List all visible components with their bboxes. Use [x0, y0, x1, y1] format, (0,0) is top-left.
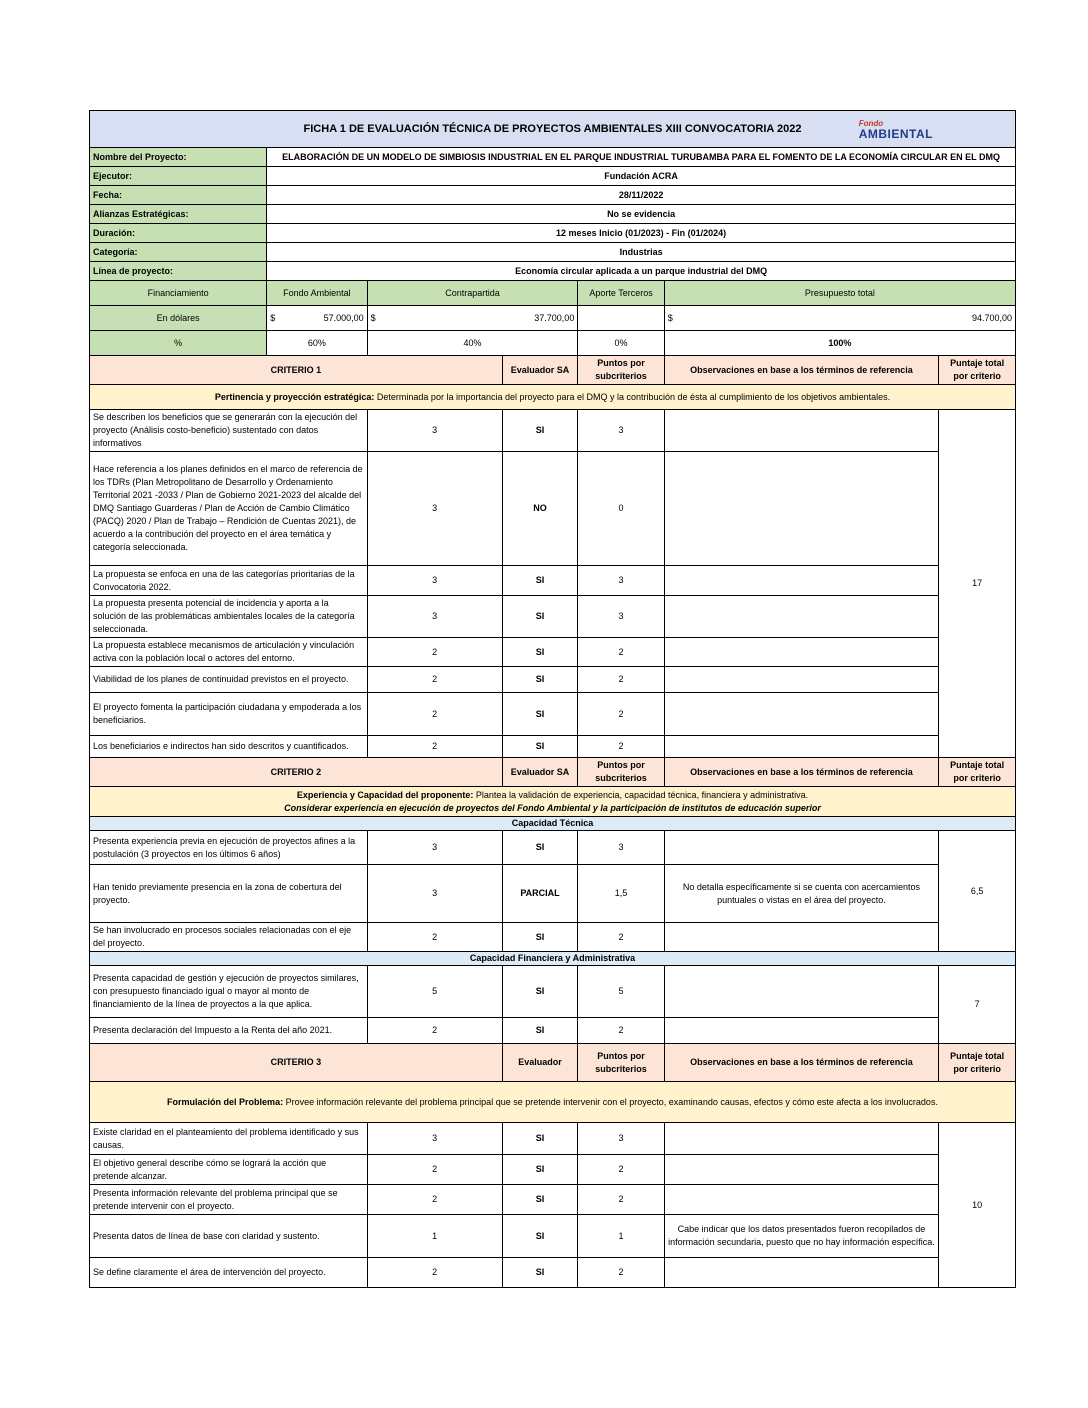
puntos-header: Puntos por subcriterios: [578, 356, 664, 385]
evaluation-result: SI: [502, 596, 578, 638]
capacidad-tecnica-header: [90, 817, 1016, 831]
financing-dollars-row: [90, 306, 1016, 331]
criteria-text: Presenta información relevante del problema principal que se pretende intervenir con el proyecto.: [90, 1185, 368, 1215]
max-points: 3: [367, 596, 502, 638]
criterio-title: CRITERIO 1: [90, 356, 503, 385]
fin-header: Financiamiento: [90, 281, 267, 306]
info-row: [90, 224, 1016, 243]
max-points: 3: [367, 1123, 502, 1155]
criteria-row: [90, 1258, 1016, 1288]
observaciones-header: Observaciones en base a los términos de referencia: [664, 758, 938, 787]
max-points: 2: [367, 736, 502, 758]
criterio-desc-cell: [90, 385, 1016, 410]
info-value: 28/11/2022: [267, 186, 1016, 205]
max-points: 3: [367, 410, 502, 452]
criteria-row: [90, 1185, 1016, 1215]
points-awarded: 2: [578, 1258, 664, 1288]
points-awarded: 3: [578, 596, 664, 638]
evaluador-header: Evaluador SA: [502, 758, 578, 787]
fin-pct-fondo: 60%: [267, 331, 367, 356]
fin-header: Presupuesto total: [664, 281, 1015, 306]
fin-contra-cell: [367, 306, 578, 331]
criterion-total: 10: [939, 1123, 1016, 1288]
criteria-text: El objetivo general describe cómo se logrará la acción que pretende alcanzar.: [90, 1155, 368, 1185]
criterio-desc-bold: Formulación del Problema:: [167, 1096, 284, 1107]
criterio-3-description: [90, 1082, 1016, 1123]
points-awarded: 3: [578, 566, 664, 596]
criterio-desc-cell: [90, 1082, 1016, 1123]
criterio-1-description: [90, 385, 1016, 410]
subsection-title: Capacidad Técnica: [90, 817, 1016, 831]
criteria-row: [90, 596, 1016, 638]
criteria-row: [90, 831, 1016, 865]
evaluation-result: SI: [502, 831, 578, 865]
info-value: 12 meses Inicio (01/2023) - Fin (01/2024): [267, 224, 1016, 243]
info-label: Nombre del Proyecto:: [90, 148, 267, 167]
subsection-title: Capacidad Financiera y Administrativa: [90, 952, 1016, 966]
fin-fondo-value: 57.000,00: [323, 312, 364, 323]
criteria-text: Han tenido previamente presencia en la zona de cobertura del proyecto.: [90, 865, 368, 923]
points-awarded: 1: [578, 1215, 664, 1258]
criterio-1-header: [90, 356, 1016, 385]
fin-total-cell: [664, 306, 1015, 331]
criteria-row: [90, 667, 1016, 693]
criteria-text: El proyecto fomenta la participación ciudadana y empoderada a los beneficiarios.: [90, 693, 368, 736]
evaluation-result: SI: [502, 1215, 578, 1258]
points-awarded: 2: [578, 638, 664, 667]
criteria-row: [90, 452, 1016, 566]
criteria-row: [90, 566, 1016, 596]
observation: [664, 923, 938, 952]
capacidad-financiera-header: [90, 952, 1016, 966]
fin-pct-contra: 40%: [367, 331, 578, 356]
criteria-row: [90, 865, 1016, 923]
info-row: [90, 205, 1016, 224]
criteria-text: La propuesta establece mecanismos de articulación y vinculación activa con la población local o actores del entorno.: [90, 638, 368, 667]
evaluation-result: SI: [502, 966, 578, 1018]
info-value: Fundación ACRA: [267, 167, 1016, 186]
criterion-total: 7: [939, 966, 1016, 1044]
points-awarded: 2: [578, 923, 664, 952]
info-label: Categoría:: [90, 243, 267, 262]
currency-sign: $: [370, 312, 376, 323]
fin-terceros-value: [578, 306, 664, 331]
observation: [664, 1258, 938, 1288]
info-row: [90, 167, 1016, 186]
evaluation-result: SI: [502, 1258, 578, 1288]
criterio-1-rows: [90, 410, 1016, 758]
financing-pct-row: [90, 331, 1016, 356]
points-awarded: 3: [578, 831, 664, 865]
info-row: [90, 186, 1016, 205]
evaluation-result: SI: [502, 736, 578, 758]
points-awarded: 0: [578, 452, 664, 566]
max-points: 2: [367, 923, 502, 952]
evaluation-result: SI: [502, 410, 578, 452]
fin-contra-value: 37.700,00: [534, 312, 575, 323]
criterio-3-header: [90, 1044, 1016, 1082]
max-points: 5: [367, 966, 502, 1018]
criteria-row: [90, 1215, 1016, 1258]
evaluation-sheet: [89, 110, 1016, 1288]
criterio-title: CRITERIO 3: [90, 1044, 503, 1082]
observation: Cabe indicar que los datos presentados fueron recopilados de información secundaria, puesto que no hay información específica.: [664, 1215, 938, 1258]
observation: [664, 831, 938, 865]
criteria-text: Presenta datos de línea de base con claridad y sustento.: [90, 1215, 368, 1258]
evaluation-table: [89, 110, 1016, 1288]
evaluation-result: SI: [502, 667, 578, 693]
criterio-title: CRITERIO 2: [90, 758, 503, 787]
points-awarded: 2: [578, 1018, 664, 1044]
fin-header: Fondo Ambiental: [267, 281, 367, 306]
info-label: Ejecutor:: [90, 167, 267, 186]
evaluation-result: SI: [502, 566, 578, 596]
evaluation-result: SI: [502, 638, 578, 667]
fondo-ambiental-logo: [859, 119, 933, 139]
points-awarded: 2: [578, 736, 664, 758]
criteria-row: [90, 410, 1016, 452]
financing-header-row: [90, 281, 1016, 306]
capacidad-financiera-rows: [90, 966, 1016, 1044]
observation: [664, 667, 938, 693]
observation: [664, 1123, 938, 1155]
fin-dollars-label: En dólares: [90, 306, 267, 331]
observation: [664, 1018, 938, 1044]
criteria-text: Se describen los beneficios que se generarán con la ejecución del proyecto (Análisis costo-beneficio) sustentado con datos informativos: [90, 410, 368, 452]
fin-header: Aporte Terceros: [578, 281, 664, 306]
observation: [664, 452, 938, 566]
sheet-title: FICHA 1 DE EVALUACIÓN TÉCNICA DE PROYECTOS AMBIENTALES XIII CONVOCATORIA 2022: [303, 122, 802, 135]
criteria-text: Presenta declaración del Impuesto a la Renta del año 2021.: [90, 1018, 368, 1044]
puntaje-header: Puntaje total por criterio: [939, 1044, 1016, 1082]
capacidad-tecnica-rows: [90, 831, 1016, 952]
points-awarded: 2: [578, 1155, 664, 1185]
criterio-desc-2: Considerar experiencia en ejecución de proyectos del Fondo Ambiental y la participación de institutos de educación superior: [284, 802, 821, 813]
criteria-row: [90, 638, 1016, 667]
puntos-header: Puntos por subcriterios: [578, 758, 664, 787]
evaluation-result: NO: [502, 452, 578, 566]
criteria-text: La propuesta se enfoca en una de las categorías prioritarias de la Convocatoria 2022.: [90, 566, 368, 596]
puntaje-header: Puntaje total por criterio: [939, 758, 1016, 787]
evaluation-result: SI: [502, 1155, 578, 1185]
max-points: 2: [367, 1155, 502, 1185]
sheet-title-cell: [90, 111, 1016, 148]
max-points: 2: [367, 638, 502, 667]
points-awarded: 2: [578, 693, 664, 736]
currency-sign: $: [667, 312, 673, 323]
currency-sign: $: [270, 312, 276, 323]
info-label: Duración:: [90, 224, 267, 243]
criteria-row: [90, 966, 1016, 1018]
criteria-text: Existe claridad en el planteamiento del problema identificado y sus causas.: [90, 1123, 368, 1155]
criterio-desc: Determinada por la importancia del proyecto para el DMQ y la contribución de ésta al cumplimiento de los objetivos ambientales.: [374, 391, 891, 402]
evaluador-header: Evaluador SA: [502, 356, 578, 385]
observaciones-header: Observaciones en base a los términos de referencia: [664, 1044, 938, 1082]
observation: [664, 638, 938, 667]
criteria-text: La propuesta presenta potencial de incidencia y aporta a la solución de las problemáticas ambientales locales de la categoría seleccionada.: [90, 596, 368, 638]
fin-pct-terceros: 0%: [578, 331, 664, 356]
criterio-2-description: [90, 787, 1016, 817]
info-row: [90, 148, 1016, 167]
observation: [664, 966, 938, 1018]
fin-total-value: 94.700,00: [971, 312, 1012, 323]
info-value: ELABORACIÓN DE UN MODELO DE SIMBIOSIS INDUSTRIAL EN EL PARQUE INDUSTRIAL TURUBAMBA PARA EL FOMENTO DE LA ECONOMÍA CIRCULAR EN EL DMQ: [267, 148, 1016, 167]
observation: [664, 596, 938, 638]
criteria-row: [90, 1123, 1016, 1155]
criterio-desc: Provee información relevante del problema principal que se pretende intervenir con el proyecto, examinando causas, efectos y cómo este afecta a los involucrados.: [283, 1096, 938, 1107]
observation: [664, 566, 938, 596]
criterio-3-rows: [90, 1123, 1016, 1288]
max-points: 2: [367, 693, 502, 736]
points-awarded: 1,5: [578, 865, 664, 923]
max-points: 2: [367, 667, 502, 693]
criterio-desc-bold: Pertinencia y proyección estratégica:: [214, 391, 375, 402]
puntaje-header: Puntaje total por criterio: [939, 356, 1016, 385]
fin-fondo-cell: [267, 306, 367, 331]
observation: [664, 410, 938, 452]
fin-pct-label: %: [90, 331, 267, 356]
points-awarded: 3: [578, 1123, 664, 1155]
logo-line-1: Fondo: [858, 119, 884, 128]
logo-line-2: AMBIENTAL: [858, 127, 933, 141]
info-label: Línea de proyecto:: [90, 262, 267, 281]
criterion-total: 17: [939, 410, 1016, 758]
observaciones-header: Observaciones en base a los términos de referencia: [664, 356, 938, 385]
max-points: 2: [367, 1018, 502, 1044]
evaluation-result: SI: [502, 693, 578, 736]
max-points: 3: [367, 452, 502, 566]
evaluador-header: Evaluador: [502, 1044, 578, 1082]
criterio-2-header: [90, 758, 1016, 787]
fin-header: Contrapartida: [367, 281, 578, 306]
points-awarded: 5: [578, 966, 664, 1018]
criteria-row: [90, 736, 1016, 758]
points-awarded: 3: [578, 410, 664, 452]
info-label: Alianzas Estratégicas:: [90, 205, 267, 224]
observation: No detalla específicamente si se cuenta con acercamientos puntuales o vistas en el área del proyecto.: [664, 865, 938, 923]
observation: [664, 1185, 938, 1215]
criteria-row: [90, 693, 1016, 736]
criteria-row: [90, 1155, 1016, 1185]
criteria-text: Se han involucrado en procesos sociales relacionadas con el eje del proyecto.: [90, 923, 368, 952]
info-value: Industrias: [267, 243, 1016, 262]
evaluation-result: PARCIAL: [502, 865, 578, 923]
project-info: [90, 148, 1016, 281]
criteria-text: Presenta capacidad de gestión y ejecución de proyectos similares, con presupuesto financiado igual o mayor al monto de financiamiento de la línea de proyectos a la que aplica.: [90, 966, 368, 1018]
info-value: Economía circular aplicada a un parque industrial del DMQ: [267, 262, 1016, 281]
info-label: Fecha:: [90, 186, 267, 205]
max-points: 3: [367, 865, 502, 923]
criteria-text: Se define claramente el área de intervención del proyecto.: [90, 1258, 368, 1288]
max-points: 2: [367, 1185, 502, 1215]
evaluation-result: SI: [502, 1185, 578, 1215]
fin-pct-total: 100%: [664, 331, 1015, 356]
info-row: [90, 243, 1016, 262]
observation: [664, 736, 938, 758]
criterio-desc-bold: Experiencia y Capacidad del proponente:: [296, 789, 474, 800]
evaluation-result: SI: [502, 923, 578, 952]
info-row: [90, 262, 1016, 281]
criterio-desc-cell: [90, 787, 1016, 817]
criterion-total: 6,5: [939, 831, 1016, 952]
observation: [664, 1155, 938, 1185]
criteria-text: Presenta experiencia previa en ejecución de proyectos afines a la postulación (3 proyectos en los últimos 6 años): [90, 831, 368, 865]
info-value: No se evidencia: [267, 205, 1016, 224]
criteria-row: [90, 1018, 1016, 1044]
criteria-row: [90, 923, 1016, 952]
criterio-desc: Plantea la validación de experiencia, capacidad técnica, financiera y administrativa.: [473, 789, 809, 800]
puntos-header: Puntos por subcriterios: [578, 1044, 664, 1082]
points-awarded: 2: [578, 667, 664, 693]
points-awarded: 2: [578, 1185, 664, 1215]
criteria-text: Los beneficiarios e indirectos han sido descritos y cuantificados.: [90, 736, 368, 758]
evaluation-result: SI: [502, 1018, 578, 1044]
max-points: 2: [367, 1258, 502, 1288]
max-points: 3: [367, 831, 502, 865]
criteria-text: Hace referencia a los planes definidos en el marco de referencia de los TDRs (Plan Metropolitano de Desarrollo y Ordenamiento Territorial 2021 -2033 / Plan de Gobierno 2021-2023 del alcalde del DMQ Santiago Guarderas / Plan de Acción de Cambio Climático (PACQ) 2020 / Plan de Trabajo – Rendición de Cuentas 2021), de acuerdo a la contribución del proyecto en el área temática y categoría seleccionada.: [90, 452, 368, 566]
max-points: 3: [367, 566, 502, 596]
evaluation-result: SI: [502, 1123, 578, 1155]
max-points: 1: [367, 1215, 502, 1258]
observation: [664, 693, 938, 736]
criteria-text: Viabilidad de los planes de continuidad previstos en el proyecto.: [90, 667, 368, 693]
